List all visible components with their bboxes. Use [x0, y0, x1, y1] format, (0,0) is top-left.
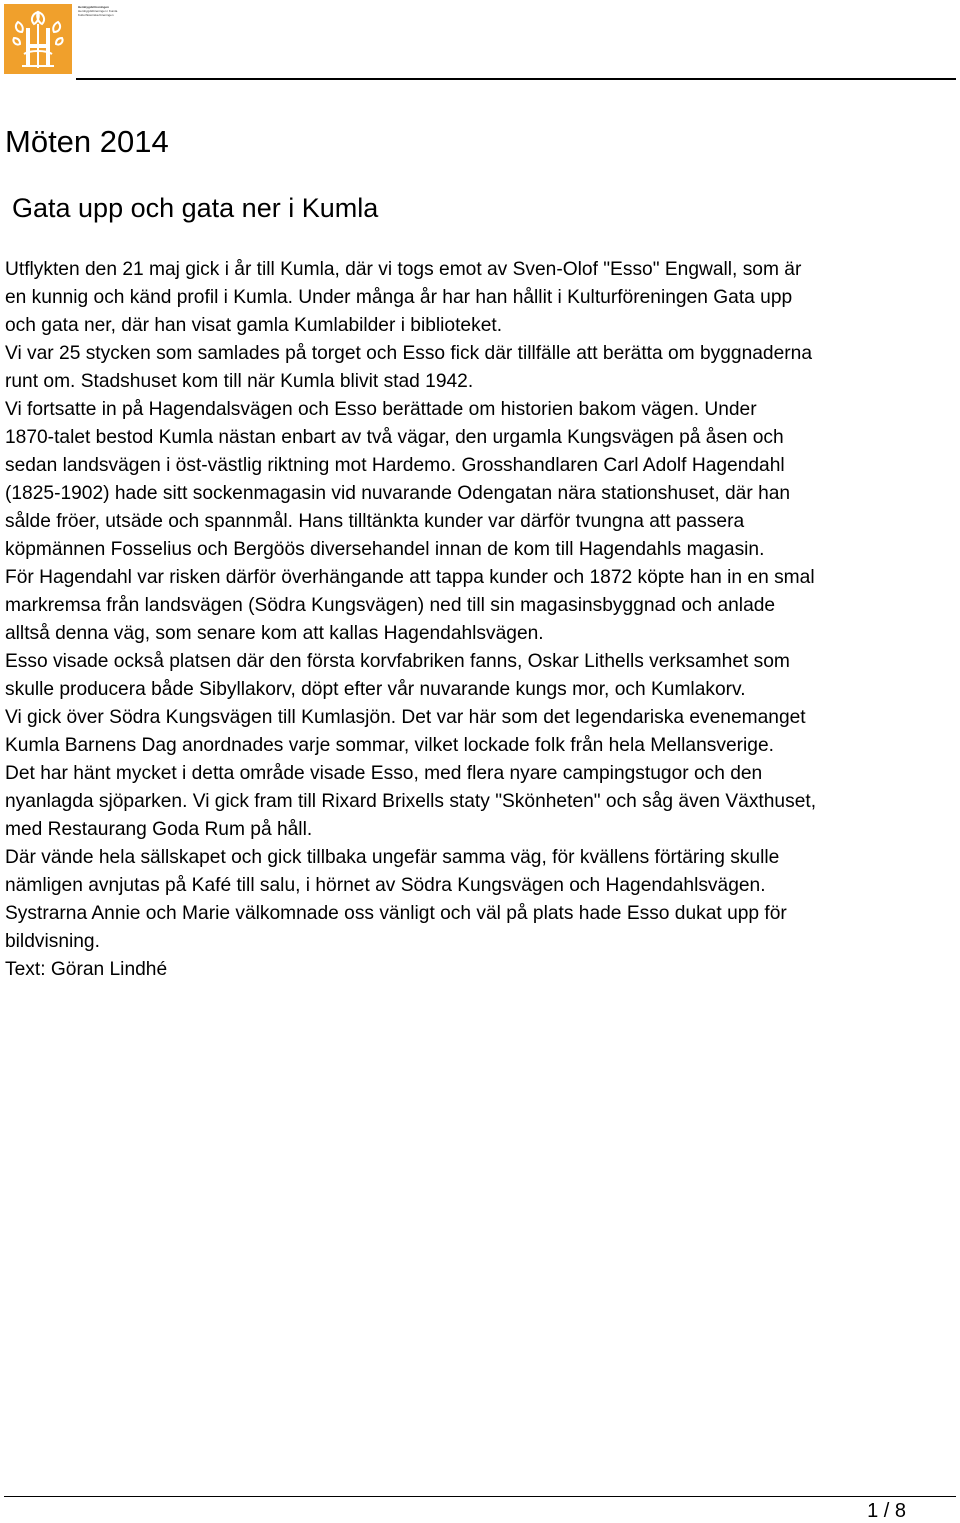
body-line: För Hagendahl var risken därför överhängande att tappa kunder och 1872 köpte han in en smal	[5, 567, 815, 588]
header-tiny-line: Hembygdsföreningen i Kumla	[78, 9, 118, 13]
body-line: Vi gick över Södra Kungsvägen till Kumlasjön. Det var här som det legendariska evenemanget	[5, 707, 806, 728]
body-line: markremsa från landsvägen (Södra Kungsvägen) ned till sin magasinsbyggnad och anlade	[5, 595, 776, 616]
page-title: Möten 2014	[5, 124, 169, 159]
tree-monogram-icon	[4, 4, 72, 74]
page-header	[0, 0, 960, 80]
body-line: Det har hänt mycket i detta område visade Esso, med flera nyare campingstugor och den	[5, 763, 763, 784]
body-line: skulle producera både Sibyllakorv, döpt efter vår nuvarande kungs mor, och Kumlakorv.	[5, 679, 746, 700]
body-line: nämligen avnjutas på Kafé till salu, i hörnet av Södra Kungsvägen och Hagendahlsvägen.	[5, 875, 766, 896]
body-line: köpmännen Fosselius och Bergöös diversehandel innan de kom till Hagendahls magasin.	[5, 539, 765, 560]
author-credit: Text: Göran Lindhé	[5, 959, 168, 980]
body-line: 1870-talet bestod Kumla nästan enbart av två vägar, den urgamla Kungsvägen på åsen och	[5, 427, 784, 448]
body-line: nyanlagda sjöparken. Vi gick fram till Rixard Brixells staty "Skönheten" och såg även Växthuset,	[5, 791, 817, 812]
header-tiny-line: Kulturhistoriska föreningen	[78, 13, 114, 17]
body-line: Utflykten den 21 maj gick i år till Kumla, där vi togs emot av Sven-Olof "Esso" Engwall, som är	[5, 259, 802, 280]
body-line: Vi var 25 stycken som samlades på torget och Esso fick där tillfälle att berätta om byggnaderna	[5, 343, 812, 364]
body-line: sedan landsvägen i öst-västlig riktning mot Hardemo. Grosshandlaren Carl Adolf Hagendahl	[5, 455, 785, 476]
page-number: 1 / 8	[867, 1500, 906, 1522]
body-line: Kumla Barnens Dag anordnades varje sommar, vilket lockade folk från hela Mellansverige.	[5, 735, 774, 756]
body-line: en kunnig och känd profil i Kumla. Under många år har han hållit i Kulturföreningen Gata upp	[5, 287, 793, 308]
body-line: Där vände hela sällskapet och gick tillbaka ungefär samma väg, för kvällens förtäring skulle	[5, 847, 780, 868]
body-line: alltså denna väg, som senare kom att kallas Hagendahlsvägen.	[5, 623, 544, 644]
article-title: Gata upp och gata ner i Kumla	[12, 193, 379, 223]
body-line: Vi fortsatte in på Hagendalsvägen och Esso berättade om historien bakom vägen. Under	[5, 399, 757, 420]
body-line: runt om. Stadshuset kom till när Kumla blivit stad 1942.	[5, 371, 474, 392]
body-line: bildvisning.	[5, 931, 100, 952]
header-site-info	[78, 5, 178, 17]
body-line: Systrarna Annie och Marie välkomnade oss vänligt och väl på plats hade Esso dukat upp för	[5, 903, 787, 924]
hembygdsforening-logo	[4, 4, 72, 74]
header-tiny-line: Hembygdsföreningen	[78, 5, 109, 9]
body-line: med Restaurang Goda Rum på håll.	[5, 819, 313, 840]
body-line: Esso visade också platsen där den första korvfabriken fanns, Oskar Lithells verksamhet som	[5, 651, 790, 672]
article-body	[5, 256, 955, 984]
header-divider	[76, 78, 956, 80]
body-line: sålde fröer, utsäde och spannmål. Hans tilltänkta kunder var därför tvungna att passera	[5, 511, 745, 532]
body-line: (1825-1902) hade sitt sockenmagasin vid nuvarande Odengatan nära stationshuset, där han	[5, 483, 791, 504]
body-line: och gata ner, där han visat gamla Kumlabilder i biblioteket.	[5, 315, 503, 336]
footer-divider	[4, 1496, 956, 1497]
